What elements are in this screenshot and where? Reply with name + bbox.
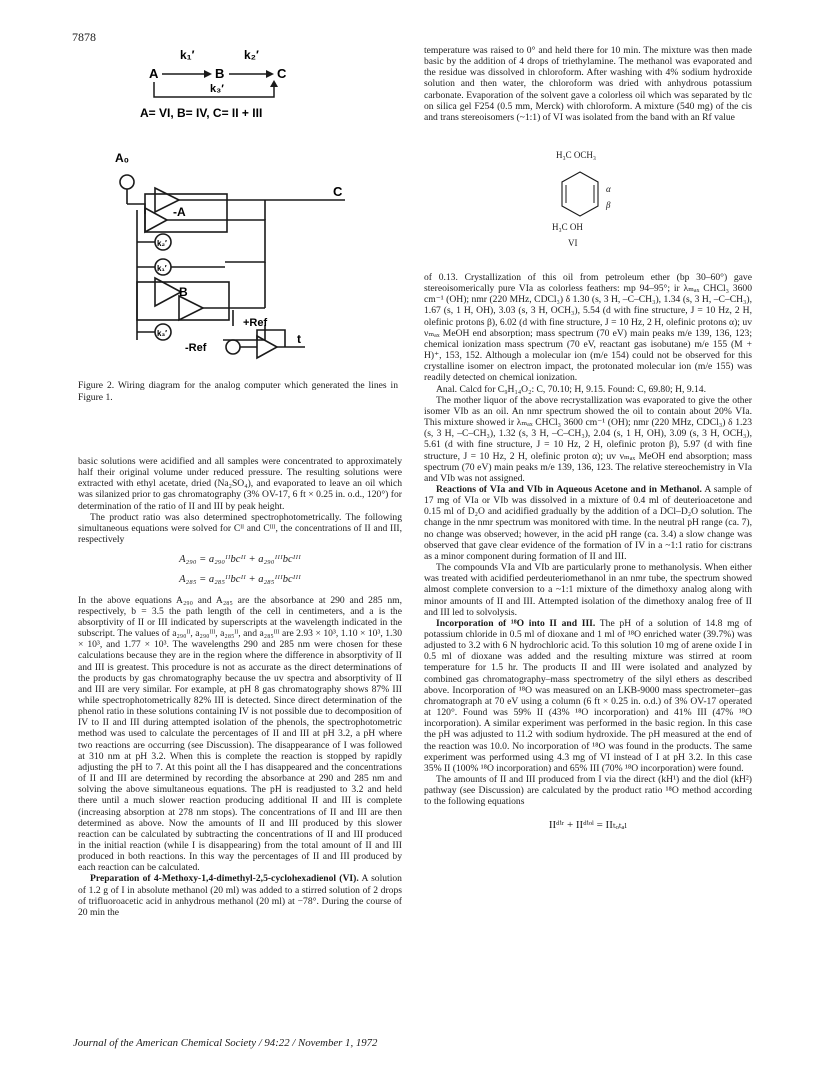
right-paragraph-2: of 0.13. Crystallization of this oil from petroleum ether (bp 30–60°) gave stereoisomerically pure VIa as colorless feathers: mp 94–95°; ir λₘₐₓ CHCl₃ 3600 cm⁻¹ (OH); nmr (220 MHz, CDCl₃) δ 1.30 (s, 3 H, –C–CH₃), 1.34 (s, 3 H, –C–CH₃), 1.67 (s, 1 H, OH), 3.03 (s, 3 H, OCH₃), 5.54 (d with fine structure, J = 10 Hz, 2 H, olefinic protons β), 6.02 (d with fine structure, J = 10 Hz, 2 H, olefinic protons α); uv νₘₐₓ MeOH end absorption; mass spectrum (70 eV) main peaks m/e 139, 136, 123; chemical ionization mass spectrum (70 eV, reactant gas isobutane) m/e 155 (M + H)⁺, 153, 152. Although a molecular ion (m/e 154) could not be observed for this crystalline isomer on electron impact, the protonated molecular ion (m/e 155) was readily detected on chemical ionization. — [424, 272, 752, 384]
circuit-k3-label: k₃′ — [157, 329, 168, 338]
scheme-k2-label: k₂′ — [244, 48, 259, 62]
left-column — [78, 456, 402, 918]
left-paragraph-4 — [78, 873, 402, 918]
structure-alpha-label: α — [606, 184, 611, 194]
section-heading-reactions: Reactions of VIa and VIb in Aqueous Acetone and in Methanol. — [436, 483, 702, 495]
scheme-k3-label: k₃′ — [210, 83, 224, 95]
circuit-c-label: C — [333, 184, 343, 199]
circuit-plus-ref-label: +Ref — [243, 317, 268, 329]
structure-vi — [530, 150, 680, 270]
structure-beta-label: β — [606, 200, 611, 210]
left-paragraph-4-text: A solution of 1.2 g of I in absolute methanol (20 ml) was added to a stirred solution of 2 drops of trifluoroacetic acid in anhydrous methanol (20 ml) at −78°. During the course of 20 min the — [78, 873, 402, 918]
structure-label: VI — [568, 238, 578, 248]
section-heading-incorporation: Incorporation of ¹⁸O into II and III. — [436, 617, 596, 629]
right-paragraph-7-text: The pH of a solution of 14.8 mg of potassium chloride in 0.5 ml of dioxane and 1 ml of ¹⁸O enriched water (39.7%) was adjusted to 3.2 with 6 N hydrochloric acid. To this solution 10 mg of arene oxide I in 0.5 ml of dioxane was added and the resulting mixture was stirred at room temperature for 1.5 hr. The products II and III were isolated and analyzed by combined gas chromatography–mass spectrometry of the silyl ethers as described above. Incorporation of ¹⁸O was measured on an LKB-9000 mass spectrometer–gas chromatograph at 70 eV using a column (6 ft × 0.25 in. o.d.) of 3% OV-17 operated at 120°. Found was 59% II (43% ¹⁸O incorporation) and 41% III (47% ¹⁸O incorporation). A similar experiment was performed in the basic region. In this case the pH was adjusted to 11.2 with sodium hydroxide. The pH measured at the end of the reaction was 10.0. No incorporation of ¹⁸O was found in the products. The same experiment was performed using 4.3 mg of VI instead of I at pH 3.2. In this case 35% II (100% ¹⁸O incorporation) and 65% III (70% ¹⁸O incorporation) were found. — [424, 617, 752, 774]
right-paragraph-6: The compounds VIa and VIb are particularly prone to methanolysis. When either was treated with acidified perdeuteriomethanol in an nmr tube, the spectrum showed almost complete conversion to a ~1:1 mixture of the dimethoxy analog along with minor amounts of II and III. Attempted isolation of the dimethoxy analog free of II and III led to solvolysis. — [424, 562, 752, 618]
scheme-b-label: B — [215, 66, 225, 81]
left-paragraph-1: basic solutions were acidified and all samples were concentrated to approximately half their original volume under reduced pressure. The resulting solutions were extracted with ethyl acetate, dried (Na₂SO₄), and evaporated to leave an oil which was silanized prior to gas chromatography (3% OV-17, 6 ft × 0.25 in. o.d., 120°) for determination of the ratio of II and III by peak height. — [78, 456, 402, 512]
structure-top-substituents: H₃C OCH₃ — [556, 150, 597, 160]
right-paragraph-7 — [424, 618, 752, 774]
circuit-minus-a-label: -A — [173, 205, 186, 219]
equation-a285: A₂₈₅ = a₂₈₅ᴵᴵbcᴵᴵ + a₂₈₅ᴵᴵᴵbcᴵᴵᴵ — [179, 574, 301, 586]
figure-caption: Figure 2. Wiring diagram for the analog computer which generated the lines in Figure 1. — [78, 380, 398, 403]
circuit-k1-label: k₁′ — [157, 264, 167, 273]
equation-a290: A₂₉₀ = a₂₉₀ᴵᴵbcᴵᴵ + a₂₉₀ᴵᴵᴵbcᴵᴵᴵ — [179, 554, 301, 566]
scheme-k1-label: k₁′ — [180, 48, 195, 62]
right-paragraph-5-text: A sample of 17 mg of VIa or VIb was dissolved in a mixture of 0.4 ml of deuterioacetone and 0.15 ml of D₂O and acidified gradually by the addition of a DCl–D₂O solution. The change in the nmr spectrum was monitored with time. In the neutral pH range (ca. 7), no change was observed; however, in the acid pH range (ca. 3.4) a slow change was observed that gave clear evidence of the formation of IV in a ~1:1 ratio for cis:trans as a minor component during formation of II and III. — [424, 483, 752, 562]
circuit-diagram — [115, 150, 365, 380]
equation-ii-total: IIᵈⁱʳ + IIᵈⁱᵒˡ = IIₜₒₜₐₗ — [548, 818, 628, 831]
right-paragraph-4: The mother liquor of the above recrystallization was evaporated to give the other isomer VIb as an oil. An nmr spectrum showed the oil to contain about 20% VIa. This mixture showed ir λₘₐₓ CHCl₃ 3600 cm⁻¹ (OH); nmr (220 MHz, CDCl₃) δ 1.23 (s, 3 H, –C–CH₃), 1.32 (s, 3 H, –C–CH₃), 2.04 (s, 1 H, OH), 3.09 (s, 3 H, OCH₃), 5.61 (d with fine structure, J = 10 Hz, 2 H, olefinic proton β), 5.97 (d with fine structure, J = 10 Hz, 2 H, olefinic proton α); uv νₘₐₓ MeOH end absorption; mass spectrum (70 eV) main peaks m/e 139, 136, 123. The relative stereochemistry in VIa and VIb was not assigned. — [424, 394, 752, 484]
right-paragraph-8: The amounts of II and III produced from I via the direct (kH¹) and the diol (kH²) pathway (see Discussion) are calculated by the product ratio ¹⁸O method according to the following equations — [424, 774, 752, 808]
circuit-k2-label: k₂′ — [157, 239, 167, 248]
scheme-a-label: A — [149, 66, 159, 81]
right-paragraph-5 — [424, 484, 752, 562]
right-column-bottom — [424, 272, 752, 831]
structure-bottom-substituents: H₃C OH — [552, 222, 583, 232]
circuit-minus-ref-label: -Ref — [185, 342, 207, 354]
page-number: 7878 — [72, 30, 96, 44]
kinetic-scheme — [140, 45, 340, 120]
section-heading-preparation: Preparation of 4-Methoxy-1,4-dimethyl-2,5-cyclohexadienol (VI). — [90, 873, 359, 885]
scheme-c-label: C — [277, 66, 287, 81]
scheme-assignment: A= VI, B= IV, C= II + III — [140, 106, 263, 120]
right-paragraph-1: temperature was raised to 0° and held there for 10 min. The mixture was then made basic by the addition of 4 drops of triethylamine. The methanol was evaporated and the residue was dissolved in chloroform. After washing with 4% sodium hydroxide solution and then water, the chloroform was dried with anhydrous potassium carbonate. Evaporation of the solvent gave a colorless oil which was separated by tlc on silica gel F254 (0.5 mm, Merck) with chloroform. A mixture (540 mg) of the cis and trans stereoisomers (~1:1) of VI was isolated from the band with an Rf value — [424, 45, 752, 123]
circuit-t-label: t — [297, 332, 301, 346]
right-paragraph-3: Anal. Calcd for C₉H₁₄O₂: C, 70.10; H, 9.15. Found: C, 69.80; H, 9.14. — [436, 383, 707, 395]
scheme-bypass-arrowhead — [270, 80, 278, 87]
circuit-a0-label: A₀ — [115, 151, 130, 165]
scheme-arrowhead-b-c — [266, 70, 274, 78]
circuit-b-label: B — [179, 285, 188, 299]
left-paragraph-3: In the above equations A₂₉₀ and A₂₈₅ are the absorbance at 290 and 285 nm, respectively, b = 3.5 the path length of the cell in centimeters, and a is the absorptivity of II or III indicated by superscripts at the wavelength indicated in the subscript. The values of a₂₉₀ᴵᴵ, a₂₉₀ᴵᴵᴵ, a₂₈₅ᴵᴵ, and a₂₈₅ᴵᴵᴵ are 2.93 × 10³, 1.10 × 10³, 1.30 × 10³, and 1.77 × 10³. The wavelengths 290 and 285 nm were chosen for these calculations because they are in the region where the difference in absorptivity of II and III is greatest. This procedure is not as accurate as the direct determinations of the products by gas chromatography because the uv spectra and absorptivity of II and III are very similar. For example, at pH 8 gas chromatography shows 87% III while spectrophotometrically 82% III is detected. Since direct determination of the phenol ratio in these solutions containing IV is not possible due to decomposition of IV to II and III during attempted isolation of the phenols, the spectrophotometric method was used to calculate the percentages of II and III at pH 3.2, a pH where two reactions are occurring (see Discussion). The disappearance of I was followed at 310 nm at pH 3.2. When this is complete the reaction is stopped by rapidly adjusting the pH to 7. At this point all the I has disappeared and the concentrations of II and III are determined by recording the absorbance at 290 and 285 nm and solving the above simultaneous equations. The pH is readjusted to 3.2 and held there until a much slower reaction producing additional II and III is complete (increasing absorption at 278 nm stops). The concentrations of II and III are then determined as above. Now the amounts of II and III produced by this slower reaction can be calculated by subtracting the concentrations of II and III produced in the initial reaction (while I is disappearing) from the total amount of II and III produced in both reactions. In this way the percentages of II and III produced by each reaction can be calculated. — [78, 594, 402, 874]
scheme-arrowhead-a-b — [204, 70, 212, 78]
journal-footer: Journal of the American Chemical Society / 94:22 / November 1, 1972 — [73, 1037, 378, 1049]
left-paragraph-2: The product ratio was also determined spectrophotometrically. The following simultaneous equations were solved for Cᴵᴵ and Cᴵᴵᴵ, the concentrations of II and III, respectively — [78, 511, 402, 546]
right-column-top — [424, 45, 752, 123]
